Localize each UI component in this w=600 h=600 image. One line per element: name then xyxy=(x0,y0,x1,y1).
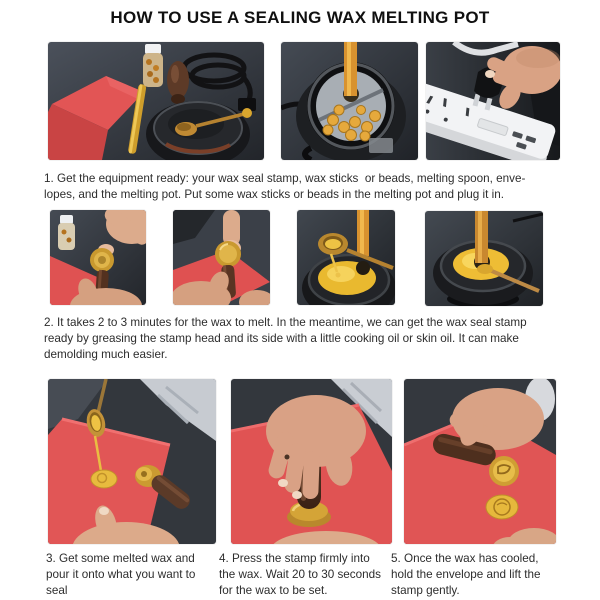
stir-melted-wax-illustration xyxy=(425,211,543,306)
oil-stamp-head-illustration xyxy=(50,210,146,305)
page-title: HOW TO USE A SEALING WAX MELTING POT xyxy=(110,8,490,27)
step-3-line-3: seal xyxy=(46,584,68,597)
step-3-line-1: 3. Get some melted wax and xyxy=(46,552,195,565)
step-4-text xyxy=(219,551,381,599)
press-stamp-illustration xyxy=(231,379,392,544)
step-2-line-1: 2. It takes 2 to 3 minutes for the wax to melt. In the meantime, we can get the wax seal stamp xyxy=(44,316,527,329)
pour-wax-illustration xyxy=(48,379,216,544)
photo-equipment-ready xyxy=(48,42,264,160)
plug-in-illustration xyxy=(426,42,560,160)
step-5-line-1: 5. Once the wax has cooled, xyxy=(391,552,539,565)
photo-spoon-melted-wax xyxy=(297,210,395,305)
oil-stamp-side-illustration xyxy=(173,210,270,305)
photo-oil-stamp-head xyxy=(50,210,146,305)
photo-pour-wax xyxy=(48,379,216,544)
step-5-text xyxy=(391,551,540,599)
step-1-line-2: lopes, and the melting pot. Put some wax sticks or beads in the melting pot and plug it in. xyxy=(44,188,504,201)
photo-stir-melted-wax xyxy=(425,211,543,306)
photo-press-stamp xyxy=(231,379,392,544)
step-4-line-3: for the wax to be set. xyxy=(219,584,328,597)
step-2-line-2: ready by greasing the stamp head and its side with a little cooking oil or skin oil. It can make xyxy=(44,332,519,345)
photo-lift-stamp xyxy=(404,379,556,544)
equipment-illustration xyxy=(48,42,264,160)
step-2-line-3: demolding much easier. xyxy=(44,348,168,361)
lift-stamp-illustration xyxy=(404,379,556,544)
photo-beads-in-pot xyxy=(281,42,418,160)
step-3-line-2: pour it onto what you want to xyxy=(46,568,196,581)
photo-plug-in xyxy=(426,42,560,160)
step-3-text xyxy=(46,551,195,599)
step-5-line-3: stamp gently. xyxy=(391,584,460,597)
step-5-line-2: hold the envelope and lift the xyxy=(391,568,541,581)
step-4-line-2: the wax. Wait 20 to 30 seconds xyxy=(219,568,381,581)
beads-in-pot-illustration xyxy=(281,42,418,160)
step-2-text xyxy=(44,315,527,363)
step-1-text xyxy=(44,171,525,203)
spoon-melted-wax-illustration xyxy=(297,210,395,305)
step-1-line-1: 1. Get the equipment ready: your wax seal stamp, wax sticks or beads, melting spoon, enve- xyxy=(44,172,526,185)
step-4-line-1: 4. Press the stamp firmly into xyxy=(219,552,370,565)
photo-oil-stamp-side xyxy=(173,210,270,305)
